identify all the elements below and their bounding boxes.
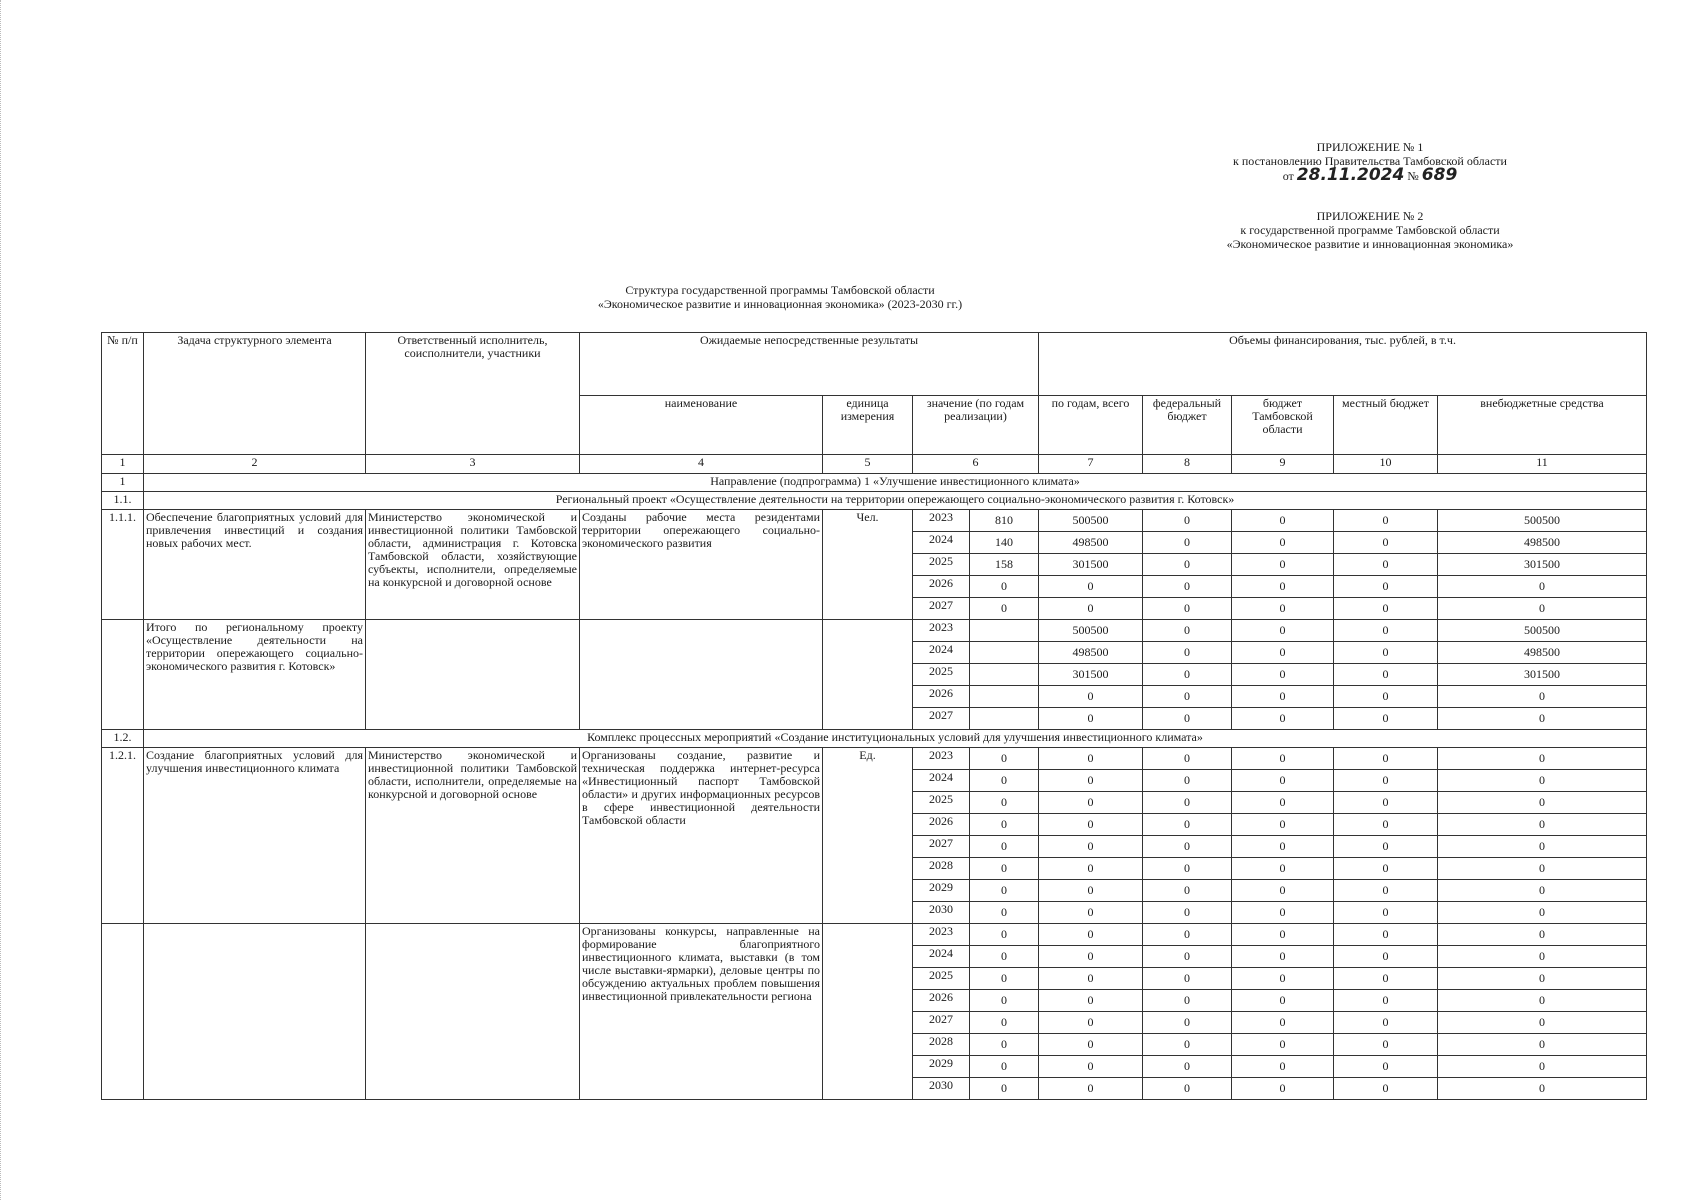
year-cell: 2027 xyxy=(913,1012,970,1034)
header-row-1 xyxy=(102,333,1647,396)
local-cell: 0 xyxy=(1334,708,1438,730)
extra-cell: 0 xyxy=(1438,770,1647,792)
total-cell: 0 xyxy=(1039,770,1143,792)
total-cell: 0 xyxy=(1039,792,1143,814)
federal-cell: 0 xyxy=(1143,770,1232,792)
value-cell: 0 xyxy=(970,902,1039,924)
header-task: Задача структурного элемента xyxy=(144,333,366,455)
year-cell: 2028 xyxy=(913,858,970,880)
resolution-line: к постановлению Правительства Тамбовской области xyxy=(1233,154,1507,168)
regional-cell: 0 xyxy=(1232,576,1334,598)
from-prefix: от xyxy=(1282,169,1294,183)
value-cell: 0 xyxy=(970,770,1039,792)
extra-cell: 0 xyxy=(1438,968,1647,990)
total-cell: 0 xyxy=(1039,1078,1143,1100)
resolution-date-line xyxy=(1170,165,1570,185)
unit-cell: Ед. xyxy=(823,748,913,924)
year-cell: 2026 xyxy=(913,990,970,1012)
extra-cell: 0 xyxy=(1438,576,1647,598)
extra-cell: 0 xyxy=(1438,946,1647,968)
header-funding: Объемы финансирования, тыс. рублей, в т.ч. xyxy=(1039,333,1647,396)
document-title xyxy=(560,283,1000,311)
local-cell: 0 xyxy=(1334,598,1438,620)
unit-cell xyxy=(823,620,913,730)
appendix-2-label: ПРИЛОЖЕНИЕ № 2 xyxy=(1316,209,1424,223)
local-cell: 0 xyxy=(1334,792,1438,814)
value-cell: 0 xyxy=(970,858,1039,880)
appendix-1-label: ПРИЛОЖЕНИЕ № 1 xyxy=(1316,140,1424,154)
header-value: значение (по годам реализации) xyxy=(913,396,1039,455)
extra-cell: 0 xyxy=(1438,748,1647,770)
col-number: 7 xyxy=(1039,455,1143,474)
item-task-cont xyxy=(144,924,366,1100)
regional-cell: 0 xyxy=(1232,664,1334,686)
unit-cell xyxy=(823,924,913,1100)
value-cell: 0 xyxy=(970,792,1039,814)
regional-cell: 0 xyxy=(1232,598,1334,620)
direction-num: 1 xyxy=(102,474,144,492)
federal-cell: 0 xyxy=(1143,576,1232,598)
value-cell: 140 xyxy=(970,532,1039,554)
extra-cell: 498500 xyxy=(1438,532,1647,554)
total-cell: 0 xyxy=(1039,1056,1143,1078)
col-number: 1 xyxy=(102,455,144,474)
local-cell: 0 xyxy=(1334,686,1438,708)
local-cell: 0 xyxy=(1334,814,1438,836)
header-unit: единица измерения xyxy=(823,396,913,455)
value-cell: 0 xyxy=(970,814,1039,836)
col-number: 3 xyxy=(366,455,580,474)
value-cell xyxy=(970,620,1039,642)
total-cell: 0 xyxy=(1039,1012,1143,1034)
extra-cell: 0 xyxy=(1438,836,1647,858)
regional-cell: 0 xyxy=(1232,1078,1334,1100)
local-cell: 0 xyxy=(1334,880,1438,902)
program-line: к государственной программе Тамбовской области xyxy=(1240,223,1500,237)
local-cell: 0 xyxy=(1334,532,1438,554)
extra-cell: 500500 xyxy=(1438,620,1647,642)
extra-cell: 0 xyxy=(1438,1034,1647,1056)
year-cell: 2029 xyxy=(913,880,970,902)
value-cell: 0 xyxy=(970,1078,1039,1100)
local-cell: 0 xyxy=(1334,576,1438,598)
item-num: 1.2.1. xyxy=(102,748,144,924)
total-cell: 500500 xyxy=(1039,510,1143,532)
regional-cell: 0 xyxy=(1232,990,1334,1012)
header-extra: внебюджетные средства xyxy=(1438,396,1647,455)
regional-cell: 0 xyxy=(1232,902,1334,924)
local-cell: 0 xyxy=(1334,642,1438,664)
local-cell: 0 xyxy=(1334,990,1438,1012)
federal-cell: 0 xyxy=(1143,510,1232,532)
local-cell: 0 xyxy=(1334,924,1438,946)
value-cell: 0 xyxy=(970,1012,1039,1034)
extra-cell: 0 xyxy=(1438,1078,1647,1100)
local-cell: 0 xyxy=(1334,554,1438,576)
total-cell: 0 xyxy=(1039,946,1143,968)
project-title: Региональный проект «Осуществление деятельности на территории опережающего социально-экономического развития г. Котовск» xyxy=(144,492,1647,510)
federal-cell: 0 xyxy=(1143,748,1232,770)
result-name: Организованы конкурсы, направленные на формирование благоприятного инвестиционного климата, выставки (в том числе выставки-ярмарки), деловые центры по обсуждению актуальных проблем повышения инвестиционной привлекательности региона xyxy=(580,924,823,1100)
local-cell: 0 xyxy=(1334,1078,1438,1100)
header-executor: Ответственный исполнитель, соисполнители, участники xyxy=(366,333,580,455)
direction-title: Направление (подпрограмма) 1 «Улучшение инвестиционного климата» xyxy=(144,474,1647,492)
year-cell: 2025 xyxy=(913,968,970,990)
column-numbers-row xyxy=(102,455,1647,474)
col-number: 2 xyxy=(144,455,366,474)
col-number: 11 xyxy=(1438,455,1647,474)
year-cell: 2026 xyxy=(913,814,970,836)
value-cell: 0 xyxy=(970,598,1039,620)
item-task: Обеспечение благоприятных условий для привлечения инвестиций и создания новых рабочих мест. xyxy=(144,510,366,620)
local-cell: 0 xyxy=(1334,510,1438,532)
year-cell: 2030 xyxy=(913,1078,970,1100)
federal-cell: 0 xyxy=(1143,946,1232,968)
unit-cell: Чел. xyxy=(823,510,913,620)
complex-title: Комплекс процессных мероприятий «Создание институциональных условий для улучшения инвестиционного климата» xyxy=(144,730,1647,748)
total-cell: 0 xyxy=(1039,686,1143,708)
header-name: наименование xyxy=(580,396,823,455)
number-prefix: № xyxy=(1407,169,1419,183)
value-cell: 0 xyxy=(970,1034,1039,1056)
regional-cell: 0 xyxy=(1232,1034,1334,1056)
year-cell: 2027 xyxy=(913,598,970,620)
total-num xyxy=(102,620,144,730)
year-cell: 2025 xyxy=(913,792,970,814)
extra-cell: 500500 xyxy=(1438,510,1647,532)
extra-cell: 0 xyxy=(1438,708,1647,730)
federal-cell: 0 xyxy=(1143,1012,1232,1034)
local-cell: 0 xyxy=(1334,770,1438,792)
local-cell: 0 xyxy=(1334,620,1438,642)
regional-cell: 0 xyxy=(1232,858,1334,880)
total-cell: 0 xyxy=(1039,902,1143,924)
regional-cell: 0 xyxy=(1232,708,1334,730)
program-name: «Экономическое развитие и инновационная экономика» xyxy=(1226,237,1514,251)
year-cell: 2023 xyxy=(913,510,970,532)
federal-cell: 0 xyxy=(1143,686,1232,708)
regional-cell: 0 xyxy=(1232,924,1334,946)
header-expected: Ожидаемые непосредственные результаты xyxy=(580,333,1039,396)
extra-cell: 301500 xyxy=(1438,664,1647,686)
handwritten-number: 689 xyxy=(1421,165,1458,185)
federal-cell: 0 xyxy=(1143,598,1232,620)
extra-cell: 0 xyxy=(1438,814,1647,836)
local-cell: 0 xyxy=(1334,836,1438,858)
federal-cell: 0 xyxy=(1143,924,1232,946)
extra-cell: 0 xyxy=(1438,1012,1647,1034)
total-cell: 0 xyxy=(1039,708,1143,730)
extra-cell: 0 xyxy=(1438,880,1647,902)
value-cell: 0 xyxy=(970,576,1039,598)
year-cell: 2028 xyxy=(913,1034,970,1056)
year-cell: 2023 xyxy=(913,620,970,642)
total-cell: 0 xyxy=(1039,598,1143,620)
program-structure-table xyxy=(101,332,1647,1100)
regional-cell: 0 xyxy=(1232,880,1334,902)
title-line-1: Структура государственной программы Тамбовской области xyxy=(625,283,935,297)
extra-cell: 301500 xyxy=(1438,554,1647,576)
federal-cell: 0 xyxy=(1143,642,1232,664)
item-task: Создание благоприятных условий для улучшения инвестиционного климата xyxy=(144,748,366,924)
year-cell: 2024 xyxy=(913,770,970,792)
item-executor-cont xyxy=(366,924,580,1100)
year-cell: 2027 xyxy=(913,836,970,858)
regional-cell: 0 xyxy=(1232,748,1334,770)
regional-cell: 0 xyxy=(1232,510,1334,532)
total-cell: 0 xyxy=(1039,968,1143,990)
total-cell: 0 xyxy=(1039,576,1143,598)
value-cell xyxy=(970,686,1039,708)
local-cell: 0 xyxy=(1334,1056,1438,1078)
title-line-2: «Экономическое развитие и инновационная экономика» (2023-2030 гг.) xyxy=(597,297,963,311)
value-cell: 0 xyxy=(970,836,1039,858)
year-cell: 2029 xyxy=(913,1056,970,1078)
extra-cell: 0 xyxy=(1438,924,1647,946)
federal-cell: 0 xyxy=(1143,968,1232,990)
regional-cell: 0 xyxy=(1232,532,1334,554)
regional-cell: 0 xyxy=(1232,814,1334,836)
local-cell: 0 xyxy=(1334,968,1438,990)
federal-cell: 0 xyxy=(1143,708,1232,730)
regional-cell: 0 xyxy=(1232,836,1334,858)
year-cell: 2026 xyxy=(913,686,970,708)
result-name: Созданы рабочие места резидентами территории опережающего социально-экономического развития xyxy=(580,510,823,620)
regional-cell: 0 xyxy=(1232,770,1334,792)
total-cell: 500500 xyxy=(1039,620,1143,642)
header-local: местный бюджет xyxy=(1334,396,1438,455)
total-cell: 301500 xyxy=(1039,554,1143,576)
year-cell: 2027 xyxy=(913,708,970,730)
value-cell: 0 xyxy=(970,924,1039,946)
federal-cell: 0 xyxy=(1143,792,1232,814)
federal-cell: 0 xyxy=(1143,554,1232,576)
year-cell: 2024 xyxy=(913,532,970,554)
value-cell: 0 xyxy=(970,946,1039,968)
header-total: по годам, всего xyxy=(1039,396,1143,455)
federal-cell: 0 xyxy=(1143,664,1232,686)
col-number: 5 xyxy=(823,455,913,474)
federal-cell: 0 xyxy=(1143,1034,1232,1056)
federal-cell: 0 xyxy=(1143,1078,1232,1100)
year-cell: 2023 xyxy=(913,924,970,946)
result-name: Организованы создание, развитие и техническая поддержка интернет-ресурса «Инвестиционный паспорт Тамбовской области» и других информационных ресурсов в сфере инвестиционной деятельности Тамбовской области xyxy=(580,748,823,924)
col-number: 10 xyxy=(1334,455,1438,474)
extra-cell: 0 xyxy=(1438,686,1647,708)
year-cell: 2024 xyxy=(913,642,970,664)
value-cell xyxy=(970,708,1039,730)
item-executor: Министерство экономической и инвестиционной политики Тамбовской области, администрация г. Котовска Тамбовской области, хозяйствующие субъекты, исполнители, определяемые на конкурсной и договорной основе xyxy=(366,510,580,620)
value-cell: 158 xyxy=(970,554,1039,576)
federal-cell: 0 xyxy=(1143,902,1232,924)
year-cell: 2030 xyxy=(913,902,970,924)
col-number: 9 xyxy=(1232,455,1334,474)
total-executor xyxy=(366,620,580,730)
federal-cell: 0 xyxy=(1143,620,1232,642)
total-cell: 0 xyxy=(1039,748,1143,770)
regional-cell: 0 xyxy=(1232,1012,1334,1034)
regional-cell: 0 xyxy=(1232,554,1334,576)
value-cell: 0 xyxy=(970,990,1039,1012)
federal-cell: 0 xyxy=(1143,814,1232,836)
header-regional: бюджет Тамбовской области xyxy=(1232,396,1334,455)
total-cell: 0 xyxy=(1039,990,1143,1012)
header-federal: федеральный бюджет xyxy=(1143,396,1232,455)
total-cell: 0 xyxy=(1039,880,1143,902)
local-cell: 0 xyxy=(1334,748,1438,770)
year-row xyxy=(102,748,1647,770)
local-cell: 0 xyxy=(1334,946,1438,968)
extra-cell: 0 xyxy=(1438,902,1647,924)
year-cell: 2025 xyxy=(913,554,970,576)
project-num: 1.1. xyxy=(102,492,144,510)
regional-cell: 0 xyxy=(1232,792,1334,814)
year-row xyxy=(102,620,1647,642)
federal-cell: 0 xyxy=(1143,532,1232,554)
handwritten-date: 28.11.2024 xyxy=(1296,165,1405,185)
federal-cell: 0 xyxy=(1143,858,1232,880)
header-num: № п/п xyxy=(102,333,144,455)
regional-cell: 0 xyxy=(1232,968,1334,990)
total-cell: 0 xyxy=(1039,1034,1143,1056)
item-executor: Министерство экономической и инвестиционной политики Тамбовской области, исполнители, определяемые на конкурсной и договорной основе xyxy=(366,748,580,924)
extra-cell: 498500 xyxy=(1438,642,1647,664)
total-cell: 301500 xyxy=(1039,664,1143,686)
year-cell: 2024 xyxy=(913,946,970,968)
federal-cell: 0 xyxy=(1143,880,1232,902)
value-cell: 0 xyxy=(970,1056,1039,1078)
regional-cell: 0 xyxy=(1232,946,1334,968)
item-num: 1.1.1. xyxy=(102,510,144,620)
federal-cell: 0 xyxy=(1143,1056,1232,1078)
local-cell: 0 xyxy=(1334,858,1438,880)
value-cell: 810 xyxy=(970,510,1039,532)
local-cell: 0 xyxy=(1334,902,1438,924)
federal-cell: 0 xyxy=(1143,990,1232,1012)
value-cell: 0 xyxy=(970,968,1039,990)
local-cell: 0 xyxy=(1334,664,1438,686)
complex-row xyxy=(102,730,1647,748)
total-cell: 498500 xyxy=(1039,642,1143,664)
col-number: 4 xyxy=(580,455,823,474)
extra-cell: 0 xyxy=(1438,1056,1647,1078)
year-cell: 2026 xyxy=(913,576,970,598)
total-cell: 0 xyxy=(1039,924,1143,946)
year-cell: 2023 xyxy=(913,748,970,770)
total-cell: 0 xyxy=(1039,814,1143,836)
extra-cell: 0 xyxy=(1438,990,1647,1012)
regional-cell: 0 xyxy=(1232,686,1334,708)
year-row xyxy=(102,510,1647,532)
col-number: 8 xyxy=(1143,455,1232,474)
value-cell xyxy=(970,664,1039,686)
local-cell: 0 xyxy=(1334,1034,1438,1056)
scan-edge xyxy=(0,0,11,1200)
extra-cell: 0 xyxy=(1438,858,1647,880)
year-row xyxy=(102,924,1647,946)
appendix-header xyxy=(1170,140,1570,251)
local-cell: 0 xyxy=(1334,1012,1438,1034)
value-cell: 0 xyxy=(970,880,1039,902)
direction-row xyxy=(102,474,1647,492)
total-cell: 0 xyxy=(1039,858,1143,880)
value-cell: 0 xyxy=(970,748,1039,770)
result-name xyxy=(580,620,823,730)
complex-num: 1.2. xyxy=(102,730,144,748)
regional-cell: 0 xyxy=(1232,642,1334,664)
project-row xyxy=(102,492,1647,510)
extra-cell: 0 xyxy=(1438,792,1647,814)
federal-cell: 0 xyxy=(1143,836,1232,858)
total-cell: 0 xyxy=(1039,836,1143,858)
value-cell xyxy=(970,642,1039,664)
total-cell: 498500 xyxy=(1039,532,1143,554)
total-task: Итого по региональному проекту «Осуществление деятельности на территории опережающего социально-экономического развития г. Котовск» xyxy=(144,620,366,730)
extra-cell: 0 xyxy=(1438,598,1647,620)
regional-cell: 0 xyxy=(1232,620,1334,642)
col-number: 6 xyxy=(913,455,1039,474)
item-num-cont xyxy=(102,924,144,1100)
regional-cell: 0 xyxy=(1232,1056,1334,1078)
year-cell: 2025 xyxy=(913,664,970,686)
